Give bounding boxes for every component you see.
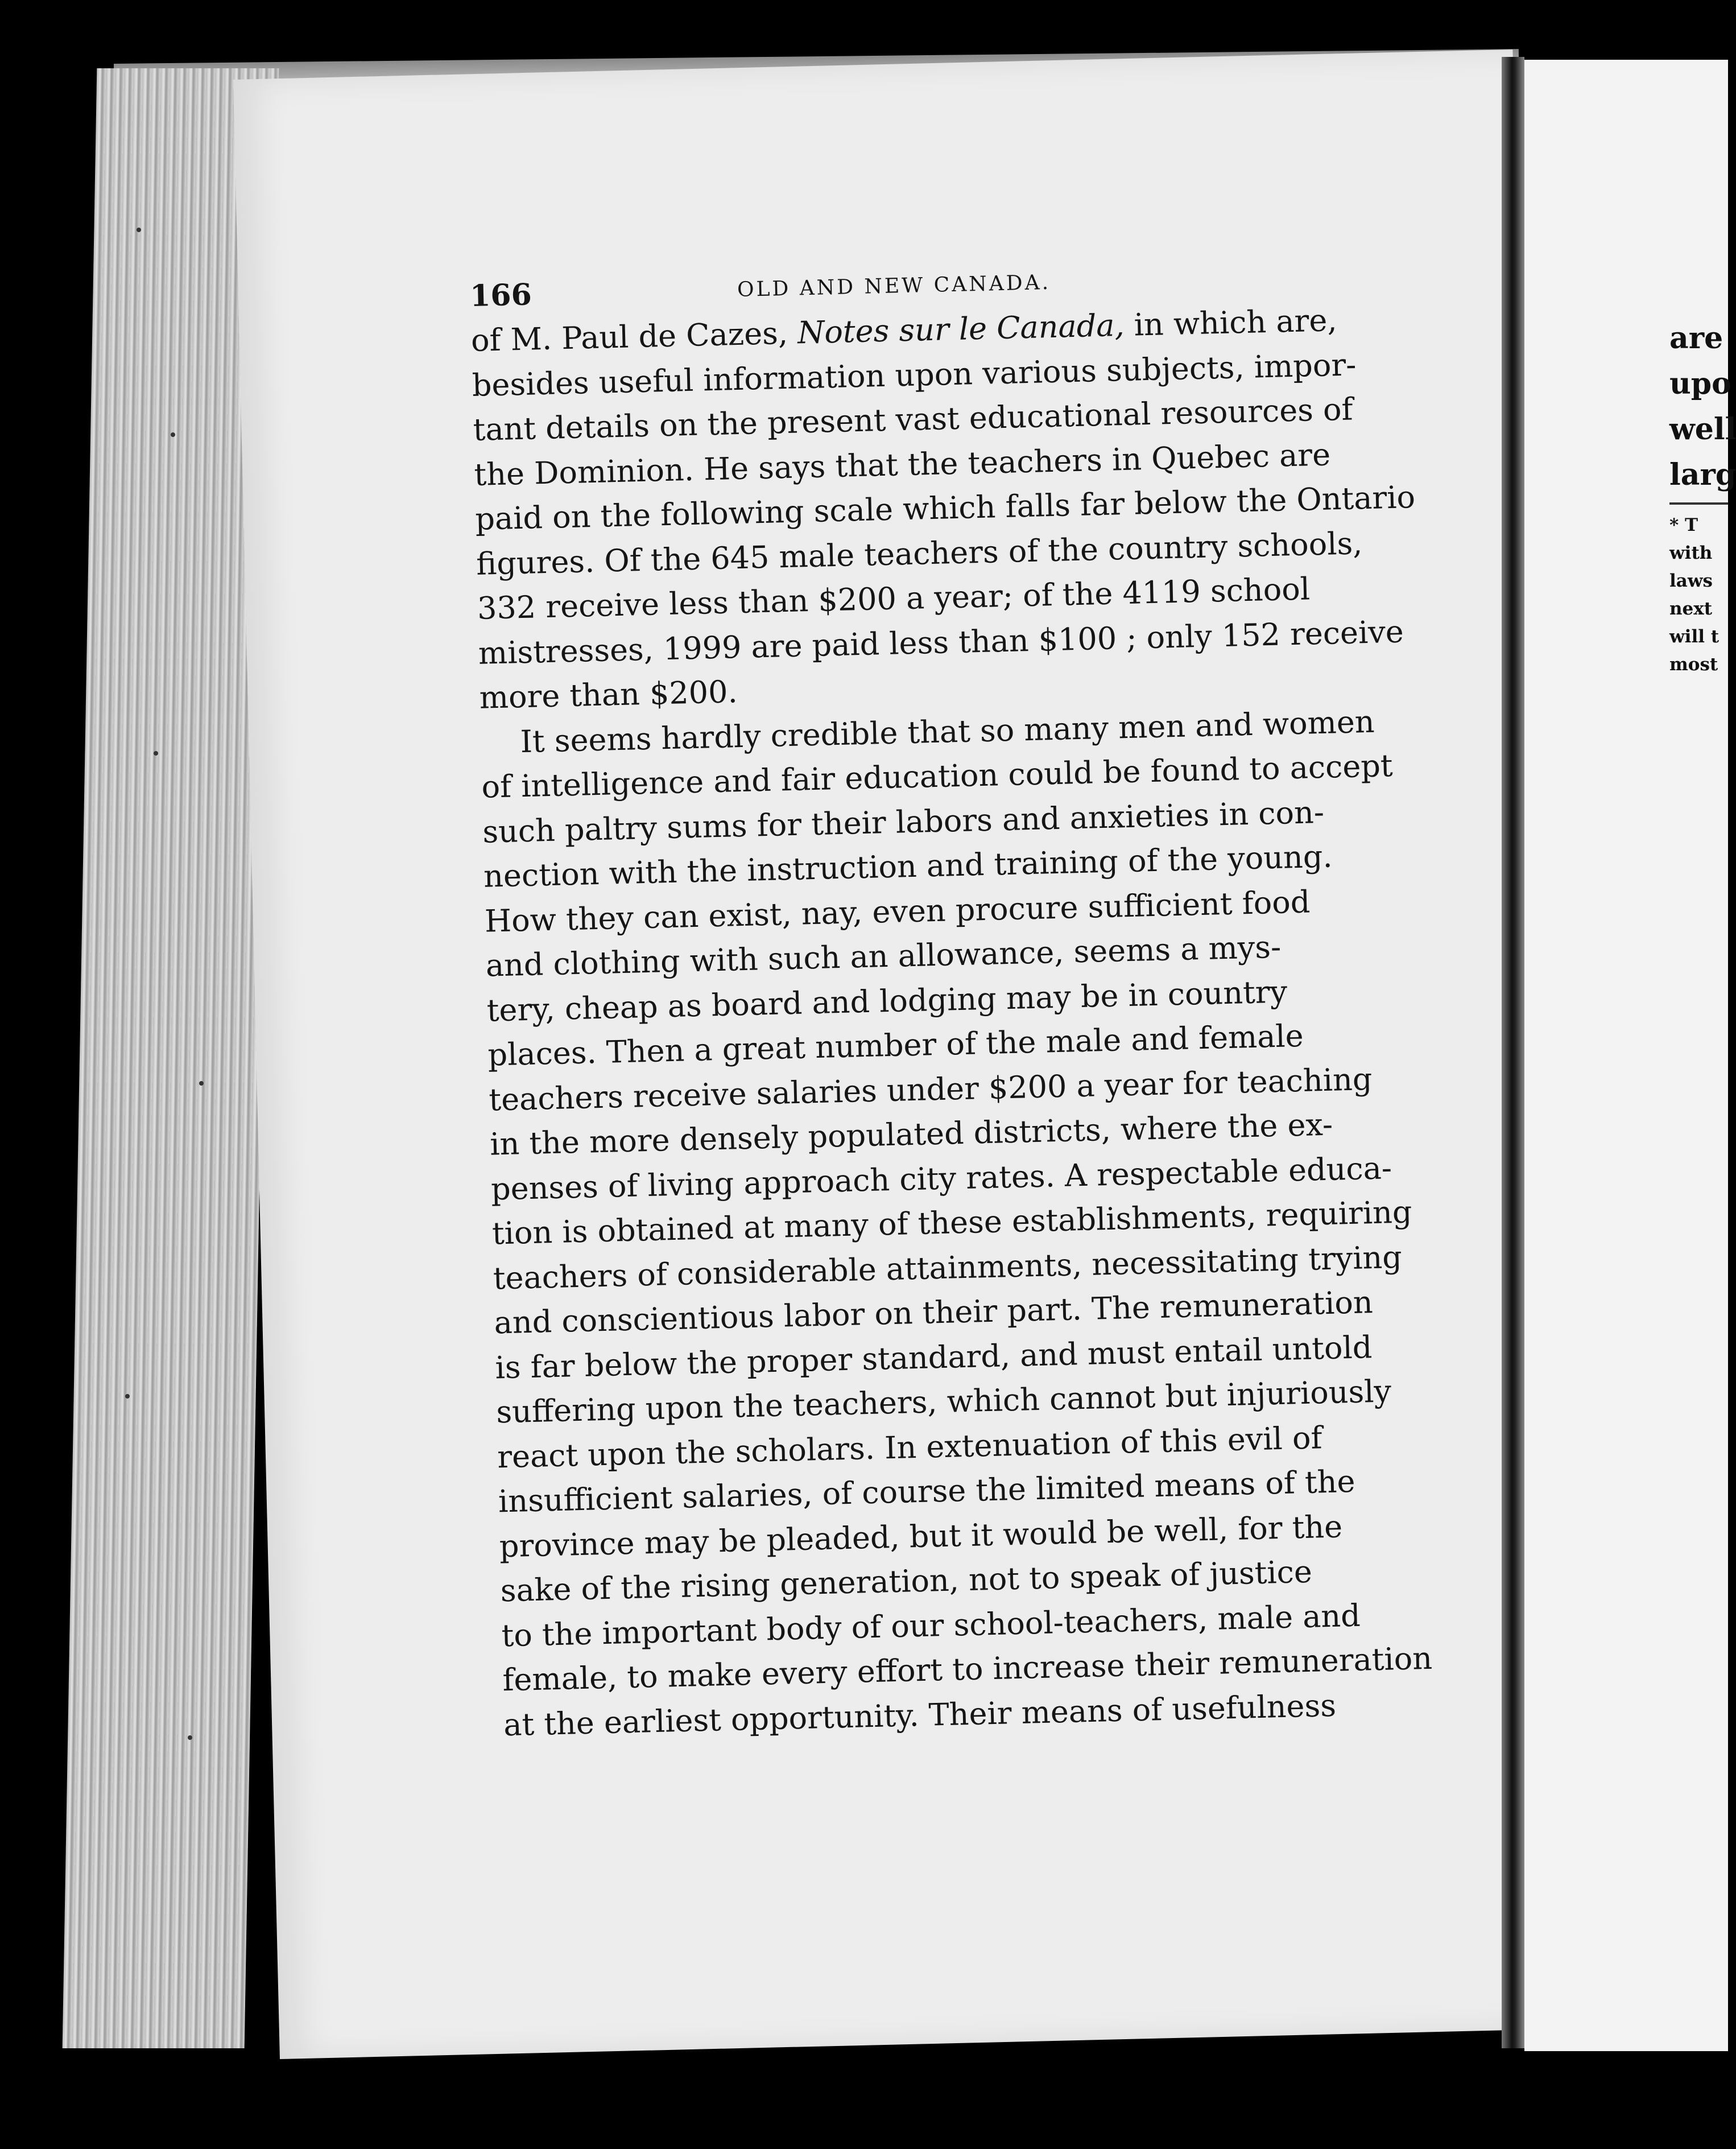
footnote-line: will t bbox=[1669, 626, 1720, 647]
body-line: of intelligence and fair education could be found to accept bbox=[481, 748, 1394, 805]
paragraph-start-line: It seems hardly credible that so many men and women bbox=[519, 703, 1375, 760]
right-body-line: upo bbox=[1669, 366, 1731, 401]
footnote-rule bbox=[1669, 502, 1728, 505]
footnote-line: next bbox=[1669, 599, 1713, 619]
line-text: in which are, bbox=[1123, 302, 1338, 343]
book-gutter bbox=[1502, 57, 1524, 2048]
line-text: of M. Paul de Cazes, bbox=[470, 315, 798, 358]
body-line: and conscientious labor on their part. The remuneration bbox=[493, 1284, 1374, 1341]
right-body-line: are bbox=[1669, 321, 1723, 356]
body-line: nection with the instruction and training of the young. bbox=[483, 838, 1333, 894]
foxing-speck bbox=[137, 228, 141, 232]
body-line: 332 receive less than $200 a year; of the 4119 school bbox=[477, 571, 1311, 626]
body-line: react upon the scholars. In extenuation of this evil of bbox=[497, 1419, 1323, 1475]
body-line: and clothing with such an allowance, seems a mys- bbox=[485, 929, 1282, 984]
right-page-text bbox=[1669, 316, 1736, 679]
foxing-speck bbox=[154, 751, 158, 756]
foxing-speck bbox=[199, 1081, 204, 1086]
body-line: teachers of considerable attainments, necessitating trying bbox=[493, 1239, 1403, 1296]
foxing-speck bbox=[188, 1735, 192, 1740]
right-body-line: larg bbox=[1669, 457, 1736, 492]
body-line: female, to make every effort to increase their remuneration bbox=[502, 1640, 1433, 1698]
body-line: tant details on the present vast educational resources of bbox=[472, 391, 1354, 448]
foxing-speck bbox=[171, 432, 175, 437]
body-line: suffering upon the teachers, which cannot but injuriously bbox=[495, 1373, 1392, 1430]
body-line: province may be pleaded, but it would be well, for the bbox=[499, 1508, 1343, 1564]
body-line: tery, cheap as board and lodging may be in country bbox=[486, 973, 1288, 1029]
body-line: in the more densely populated districts, where the ex- bbox=[489, 1106, 1333, 1162]
body-line: teachers receive salaries under $200 a year for teaching bbox=[488, 1061, 1373, 1118]
footnote-line: laws bbox=[1669, 571, 1713, 591]
body-line: insufficient salaries, of course the limited means of the bbox=[498, 1463, 1356, 1520]
body-line: paid on the following scale which falls far below the Ontario bbox=[474, 479, 1416, 537]
body-line: figures. Of the 645 male teachers of the country schools, bbox=[476, 525, 1363, 582]
footnote-line: with bbox=[1669, 543, 1713, 563]
running-title: OLD AND NEW CANADA. bbox=[737, 270, 1051, 302]
body-line: penses of living approach city rates. A respectable educa- bbox=[490, 1149, 1392, 1207]
book-title-italic: Notes sur le Canada, bbox=[797, 307, 1125, 351]
footnote-line: * T bbox=[1669, 515, 1698, 535]
body-line: sake of the rising generation, not to speak of justice bbox=[500, 1553, 1313, 1609]
body-line: such paltry sums for their labors and anxieties in con- bbox=[482, 794, 1325, 850]
right-body-line: well bbox=[1669, 412, 1736, 447]
footnote-line: most bbox=[1669, 654, 1718, 675]
body-line: the Dominion. He says that the teachers in Quebec are bbox=[473, 436, 1331, 493]
body-line: besides useful information upon various subjects, impor- bbox=[472, 346, 1357, 403]
body-line: at the earliest opportunity. Their means of usefulness bbox=[503, 1687, 1337, 1743]
body-line: more than $200. bbox=[479, 674, 738, 716]
body-line: to the important body of our school-teachers, male and bbox=[501, 1597, 1361, 1653]
foxing-speck bbox=[125, 1394, 130, 1399]
body-line: mistresses, 1999 are paid less than $100 ; only 152 receive bbox=[478, 613, 1404, 671]
body-line: places. Then a great number of the male and female bbox=[487, 1017, 1304, 1073]
left-page-text bbox=[469, 245, 1437, 1747]
body-line: is far below the proper standard, and must entail untold bbox=[494, 1329, 1373, 1385]
page-number: 166 bbox=[469, 277, 532, 314]
body-line: How they can exist, nay, even procure sufficient food bbox=[484, 883, 1311, 939]
body-line: tion is obtained at many of these establishments, requiring bbox=[491, 1194, 1413, 1252]
